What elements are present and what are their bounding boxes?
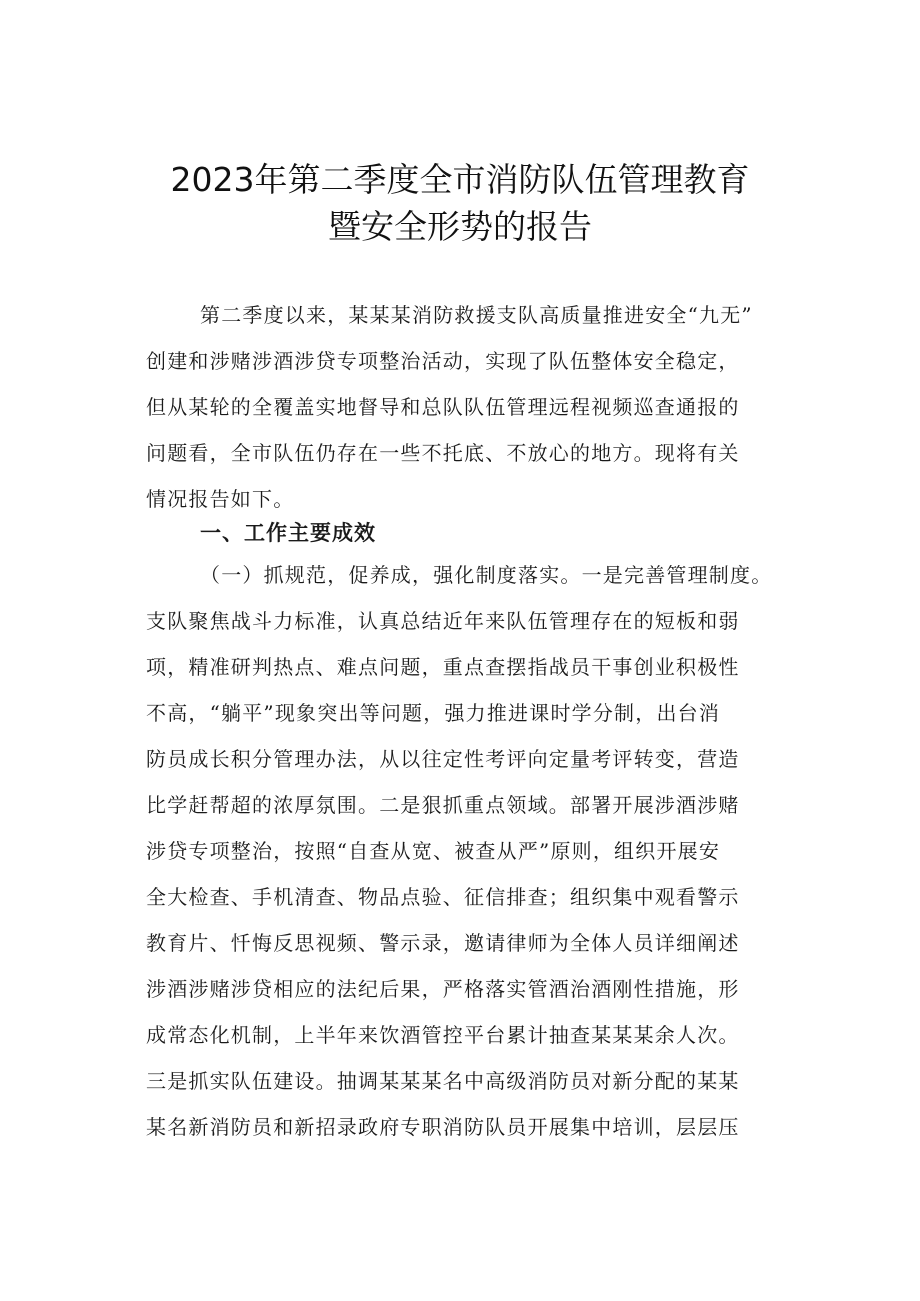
intro-paragraph: [146, 292, 806, 522]
section-line: 某名新消防员和新招录政府专职消防队员开展集中培训，层层压: [146, 1115, 740, 1139]
intro-line: 问题看，全市队伍仍存在一些不托底、不放心的地方。现将有关: [146, 441, 740, 465]
section-line: 成常态化机制，上半年来饮酒管控平台累计抽查某某某余人次。: [146, 1023, 740, 1047]
section-line: 三是抓实队伍建设。抽调某某某名中高级消防员对新分配的某某: [146, 1069, 740, 1093]
intro-line: 情况报告如下。: [146, 487, 295, 511]
document-title-line-1: 2023年第二季度全市消防队伍管理教育: [170, 160, 750, 199]
section-line: 支队聚焦战斗力标准，认真总结近年来队伍管理存在的短板和弱: [146, 609, 740, 633]
intro-line: 创建和涉赌涉酒涉贷专项整治活动，实现了队伍整体安全稳定，: [146, 349, 740, 373]
section-line: 不高，“躺平”现象突出等问题，强力推进课时学分制，出台消: [146, 701, 721, 725]
section-line: 涉酒涉赌涉贷相应的法纪后果，严格落实管酒治酒刚性措施，形: [146, 977, 740, 1001]
section-line: 涉贷专项整治，按照“自查从宽、被查从严”原则，组织开展安: [146, 839, 721, 863]
section-heading-1: 一、工作主要成效: [200, 521, 376, 545]
intro-line: 但从某轮的全覆盖实地督导和总队队伍管理远程视频巡查通报的: [146, 395, 740, 419]
section-line: 全大检查、手机清查、物品点验、征信排查；组织集中观看警示: [146, 885, 740, 909]
section-line: 教育片、忏悔反思视频、警示录，邀请律师为全体人员详细阐述: [146, 931, 740, 955]
section-line: 比学赶帮超的浓厚氛围。二是狠抓重点领域。部署开展涉酒涉赌: [146, 793, 740, 817]
section-line: 防员成长积分管理办法，从以往定性考评向定量考评转变，营造: [146, 747, 740, 771]
section-line: （一）抓规范，促养成，强化制度落实。一是完善管理制度。: [200, 563, 773, 587]
section-line: 项，精准研判热点、难点问题，重点查摆指战员干事创业积极性: [146, 655, 740, 679]
intro-line: 第二季度以来，某某某消防救援支队高质量推进安全“九无”: [200, 303, 753, 327]
document-title-line-2: 暨安全形势的报告: [328, 207, 592, 246]
section-1-paragraph: [146, 552, 806, 1150]
